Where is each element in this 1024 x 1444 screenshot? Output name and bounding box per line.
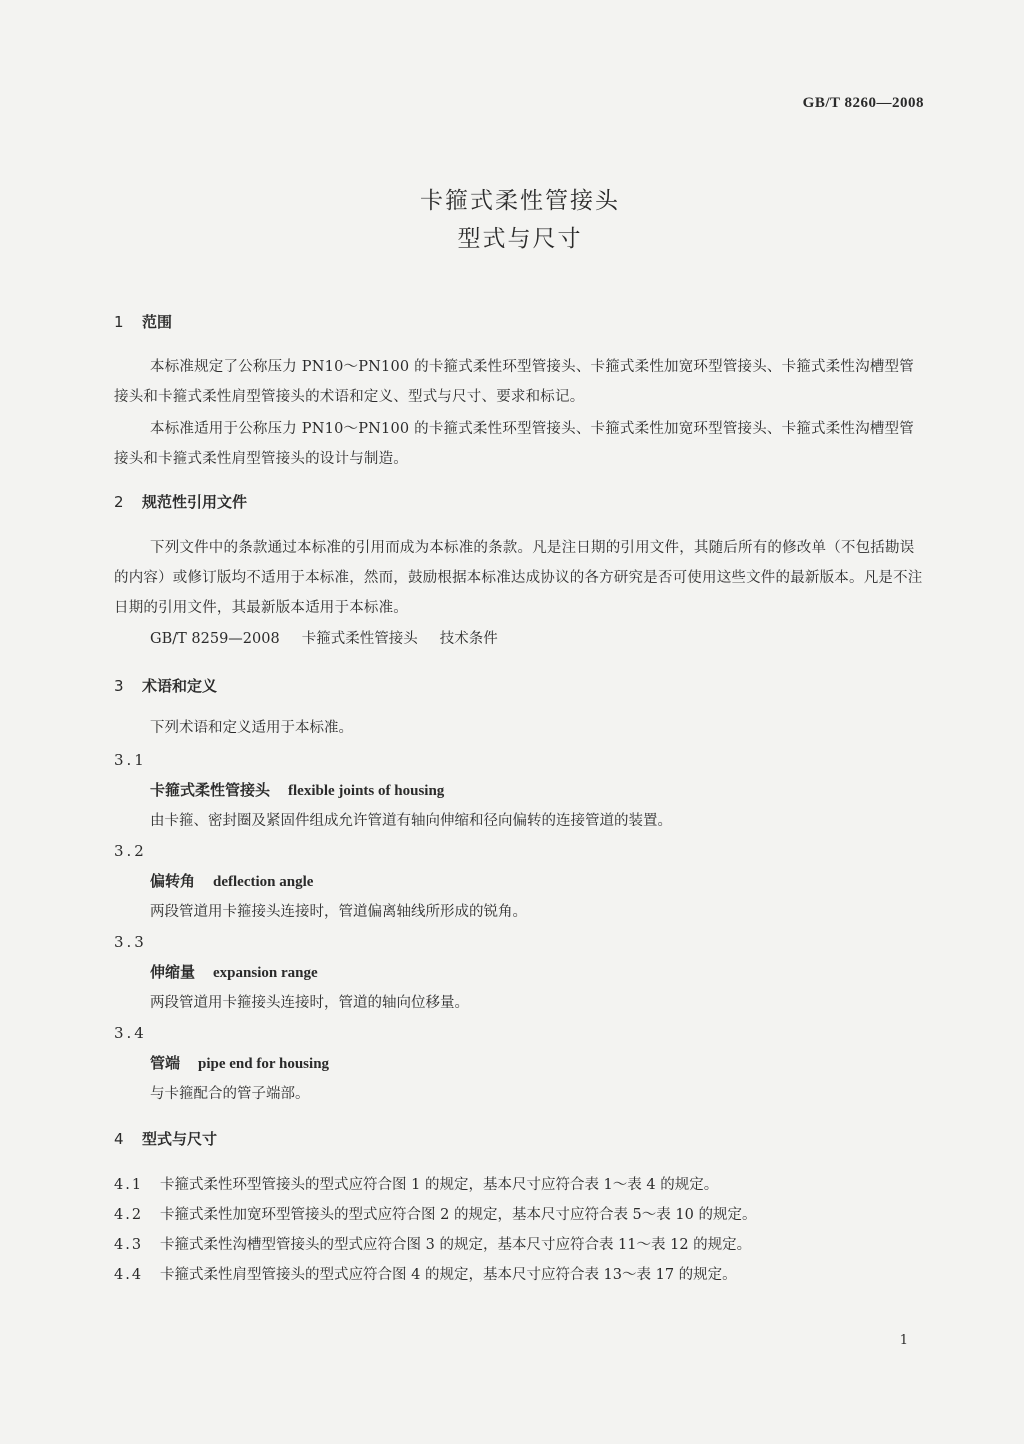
clause-item xyxy=(114,1178,718,1193)
clause-item xyxy=(114,1238,751,1253)
term-definition: 两段管道用卡箍接头连接时，管道偏离轴线所形成的锐角。 xyxy=(150,904,527,920)
section-2-paragraph: 下列文件中的条款通过本标准的引用而成为本标准的条款。凡是注日期的引用文件，其随后所有的修改单（不包括勘误的内容）或修订版均不适用于本标准，然而，鼓励根据本标准达成协议的各方研究是否可使用这些文件的最新版本。凡是不注日期的引用文件，其最新版本适用于本标准。 xyxy=(114,540,923,616)
clause-number: 4.2 xyxy=(114,1207,144,1223)
section-number: 3 xyxy=(114,677,124,695)
section-1-paragraph-1: 本标准规定了公称压力 PN10～PN100 的卡箍式柔性环型管接头、卡箍式柔性加宽环型管接头、卡箍式柔性沟槽型管接头和卡箍式柔性肩型管接头的术语和定义、型式与尺寸、要求和标记。 xyxy=(114,359,914,405)
section-number: 4 xyxy=(114,1130,124,1148)
page-number: 1 xyxy=(899,1333,908,1348)
clause-text: 卡箍式柔性肩型管接头的型式应符合图 4 的规定，基本尺寸应符合表 13～表 17 的规定。 xyxy=(160,1267,737,1283)
clause-number: 4.4 xyxy=(114,1267,144,1283)
term-name-zh: 伸缩量 xyxy=(150,963,196,981)
document-code: GB/T 8260—2008 xyxy=(802,95,924,111)
term-name-en: flexible joints of housing xyxy=(288,783,445,799)
term-number: 3.2 xyxy=(114,842,147,860)
section-title: 型式与尺寸 xyxy=(142,1130,218,1148)
term-definition: 与卡箍配合的管子端部。 xyxy=(150,1086,310,1102)
term-definition: 由卡箍、密封圈及紧固件组成允许管道有轴向伸缩和径向偏转的连接管道的装置。 xyxy=(150,813,672,829)
clause-number: 4.1 xyxy=(114,1177,144,1193)
term-number: 3.1 xyxy=(114,751,147,769)
term-definition: 两段管道用卡箍接头连接时，管道的轴向位移量。 xyxy=(150,995,469,1011)
section-3-heading xyxy=(114,679,217,694)
term-name-en: expansion range xyxy=(213,965,318,981)
section-1-paragraph-2: 本标准适用于公称压力 PN10～PN100 的卡箍式柔性环型管接头、卡箍式柔性加宽环型管接头、卡箍式柔性沟槽型管接头和卡箍式柔性肩型管接头的设计与制造。 xyxy=(114,421,914,467)
term-name-en: pipe end for housing xyxy=(198,1056,330,1072)
section-title: 范围 xyxy=(142,313,173,331)
document-subtitle: 型式与尺寸 xyxy=(457,226,583,252)
term-number: 3.3 xyxy=(114,933,147,951)
section-title: 规范性引用文件 xyxy=(142,493,248,511)
clause-text: 卡箍式柔性加宽环型管接头的型式应符合图 2 的规定，基本尺寸应符合表 5～表 10 的规定。 xyxy=(160,1207,757,1223)
term-number: 3.4 xyxy=(114,1024,147,1042)
term-name xyxy=(150,783,444,799)
clause-text: 卡箍式柔性沟槽型管接头的型式应符合图 3 的规定，基本尺寸应符合表 11～表 12 的规定。 xyxy=(160,1237,752,1253)
section-2-heading xyxy=(114,495,247,510)
clause-item xyxy=(114,1268,737,1283)
term-name-zh: 偏转角 xyxy=(150,872,196,890)
term-name xyxy=(150,874,313,890)
section-3-intro: 下列术语和定义适用于本标准。 xyxy=(150,720,353,736)
clause-item xyxy=(114,1208,756,1223)
section-1-heading xyxy=(114,315,172,330)
reference-code: GB/T 8259—2008 xyxy=(150,631,280,647)
term-name xyxy=(150,1056,329,1072)
document-title: 卡箍式柔性管接头 xyxy=(420,188,620,214)
normative-reference xyxy=(150,632,498,647)
reference-title-part-1: 卡箍式柔性管接头 xyxy=(301,631,418,647)
clause-number: 4.3 xyxy=(114,1237,144,1253)
section-4-heading xyxy=(114,1132,217,1147)
section-title: 术语和定义 xyxy=(142,677,218,695)
section-number: 2 xyxy=(114,493,124,511)
reference-title-part-2: 技术条件 xyxy=(439,631,498,647)
term-name-zh: 卡箍式柔性管接头 xyxy=(150,781,271,799)
term-name xyxy=(150,965,318,981)
clause-text: 卡箍式柔性环型管接头的型式应符合图 1 的规定，基本尺寸应符合表 1～表 4 的规定。 xyxy=(160,1177,719,1193)
section-number: 1 xyxy=(114,313,124,331)
term-name-zh: 管端 xyxy=(150,1054,181,1072)
term-name-en: deflection angle xyxy=(213,874,314,890)
